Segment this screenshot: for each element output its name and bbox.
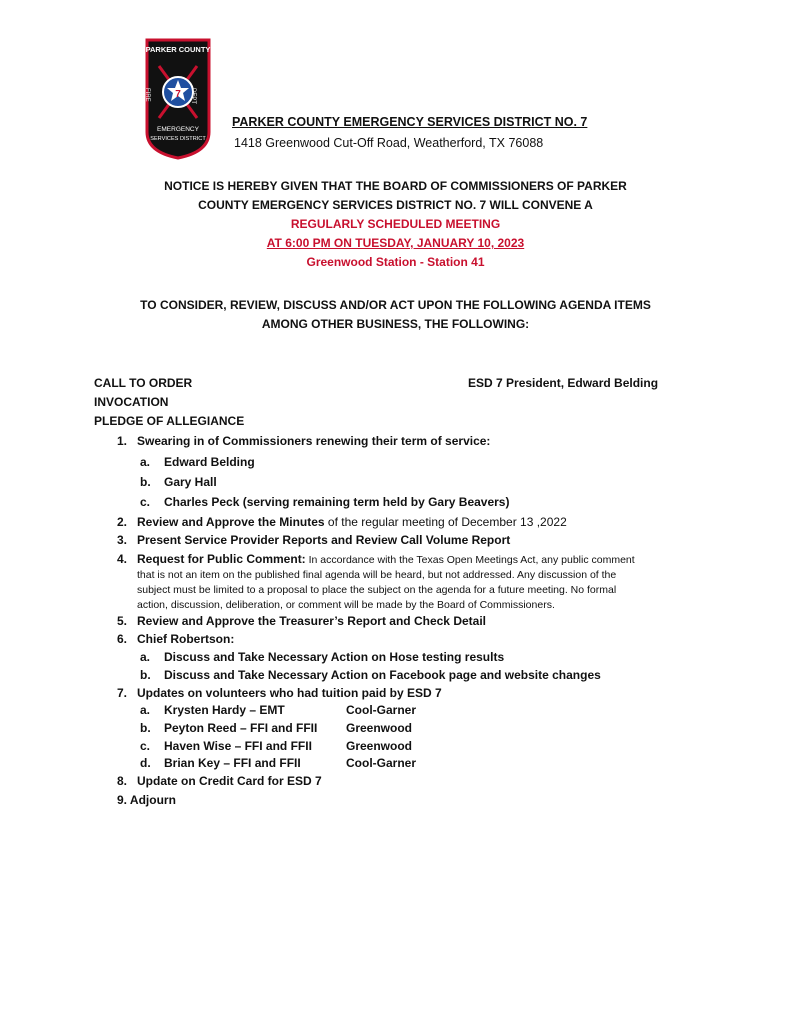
item-text: Present Service Provider Reports and Review Call Volume Report bbox=[137, 533, 511, 547]
district-title: PARKER COUNTY EMERGENCY SERVICES DISTRICT NO. 7 bbox=[232, 115, 588, 129]
consider-line-2: AMONG OTHER BUSINESS, THE FOLLOWING: bbox=[261, 317, 530, 331]
item-text: Adjourn bbox=[129, 793, 176, 807]
sub-letter: d. bbox=[140, 756, 151, 770]
sub-text: Discuss and Take Necessary Action on Hose testing results bbox=[164, 650, 505, 664]
logo-left-text: FIRE bbox=[144, 88, 150, 102]
sub-letter: a. bbox=[140, 703, 151, 717]
sub-text: Charles Peck (serving remaining term held by Gary Beavers) bbox=[164, 495, 510, 509]
sub-text: Discuss and Take Necessary Action on Facebook page and website changes bbox=[164, 668, 601, 682]
agenda-item-6b bbox=[140, 668, 601, 682]
meeting-location: Greenwood Station - Station 41 bbox=[306, 255, 485, 269]
agenda-item-7c-station: Greenwood bbox=[346, 739, 413, 753]
agenda-item-7a bbox=[140, 703, 285, 717]
agenda-item-9 bbox=[117, 793, 176, 807]
agenda-item-8 bbox=[117, 774, 322, 788]
agenda-item-1c bbox=[140, 495, 509, 509]
agenda-item-7 bbox=[117, 686, 442, 700]
logo-right-text: DEPT bbox=[190, 88, 196, 105]
presider: ESD 7 President, Edward Belding bbox=[468, 376, 659, 390]
agenda-item-7c bbox=[140, 739, 312, 753]
invocation: INVOCATION bbox=[94, 395, 169, 409]
item-bold-text: Review and Approve the Minutes bbox=[137, 515, 325, 529]
item-number: 2. bbox=[117, 515, 128, 529]
sub-letter: a. bbox=[140, 650, 151, 664]
logo-bottom-text-1: EMERGENCY bbox=[157, 126, 199, 133]
district-address: 1418 Greenwood Cut-Off Road, Weatherford, TX 76088 bbox=[234, 136, 544, 150]
item-number: 5. bbox=[117, 614, 128, 628]
agenda-item-7d bbox=[140, 756, 301, 770]
consider-line-1: TO CONSIDER, REVIEW, DISCUSS AND/OR ACT UPON THE FOLLOWING AGENDA ITEMS bbox=[140, 298, 651, 312]
item-text-cont-2: subject must be limited to a proposal to place the subject on the agenda for a future meeting. No formal bbox=[137, 584, 617, 596]
agenda-item-4 bbox=[117, 550, 697, 613]
agenda-item-1a bbox=[140, 455, 255, 469]
call-to-order: CALL TO ORDER bbox=[94, 376, 193, 390]
sub-letter: b. bbox=[140, 475, 151, 489]
logo-bottom-text-2: SERVICES DISTRICT bbox=[150, 136, 206, 142]
notice-line-2: COUNTY EMERGENCY SERVICES DISTRICT NO. 7 WILL CONVENE A bbox=[198, 198, 593, 212]
sub-text: Brian Key – FFI and FFII bbox=[164, 756, 301, 770]
agenda-item-1b bbox=[140, 475, 217, 489]
item-number: 9. bbox=[117, 793, 128, 807]
item-number: 6. bbox=[117, 632, 128, 646]
sub-letter: c. bbox=[140, 739, 151, 753]
item-text: Swearing in of Commissioners renewing their term of service: bbox=[137, 434, 491, 448]
agenda-item-6 bbox=[117, 632, 234, 646]
pledge: PLEDGE OF ALLEGIANCE bbox=[94, 414, 245, 428]
item-number: 8. bbox=[117, 774, 128, 788]
agenda-item-3 bbox=[117, 533, 510, 547]
sub-letter: a. bbox=[140, 455, 151, 469]
item-number: 1. bbox=[117, 434, 128, 448]
sub-text: Peyton Reed – FFI and FFII bbox=[164, 721, 318, 735]
item-text: Update on Credit Card for ESD 7 bbox=[137, 774, 322, 788]
meeting-datetime: AT 6:00 PM ON TUESDAY, JANUARY 10, 2023 bbox=[266, 236, 525, 250]
item-text: In accordance with the Texas Open Meetings Act, any public comment bbox=[305, 554, 635, 566]
item-text: Review and Approve the Treasurer’s Report and Check Detail bbox=[137, 614, 486, 628]
sub-text: Edward Belding bbox=[164, 455, 255, 469]
item-text-cont-1: that is not an item on the published final agenda will be heard, but not addressed. Any discussion of the bbox=[137, 569, 617, 581]
item-text: of the regular meeting of December 13 ,2022 bbox=[324, 515, 567, 529]
notice-line-1: NOTICE IS HEREBY GIVEN THAT THE BOARD OF COMMISSIONERS OF PARKER bbox=[164, 179, 627, 193]
sub-text: Haven Wise – FFI and FFII bbox=[164, 739, 312, 753]
agenda-item-7b bbox=[140, 721, 317, 735]
item-text: Updates on volunteers who had tuition paid by ESD 7 bbox=[137, 686, 442, 700]
meeting-type: REGULARLY SCHEDULED MEETING bbox=[290, 217, 501, 231]
item-number: 7. bbox=[117, 686, 128, 700]
item-number: 3. bbox=[117, 533, 128, 547]
item-number: 4. bbox=[117, 552, 128, 566]
agenda-item-7a-station: Cool-Garner bbox=[346, 703, 417, 717]
logo-top-text: PARKER COUNTY bbox=[145, 45, 211, 54]
agenda-item-1 bbox=[117, 434, 490, 448]
agenda-item-7b-station: Greenwood bbox=[346, 721, 413, 735]
agenda-item-6a bbox=[140, 650, 504, 664]
item-text: Chief Robertson: bbox=[137, 632, 235, 646]
district-logo bbox=[143, 36, 213, 160]
item-text-cont-3: action, discussion, deliberation, or comment will be made by the Board of Commissioners. bbox=[137, 599, 555, 611]
sub-letter: c. bbox=[140, 495, 151, 509]
agenda-item-7d-station: Cool-Garner bbox=[346, 756, 417, 770]
item-bold-text: Request for Public Comment: bbox=[137, 552, 306, 566]
agenda-item-5 bbox=[117, 614, 486, 628]
sub-letter: b. bbox=[140, 668, 151, 682]
sub-text: Krysten Hardy – EMT bbox=[164, 703, 285, 717]
sub-text: Gary Hall bbox=[164, 475, 217, 489]
sub-letter: b. bbox=[140, 721, 151, 735]
logo-number: 7 bbox=[175, 89, 181, 100]
agenda-item-2 bbox=[117, 515, 567, 529]
